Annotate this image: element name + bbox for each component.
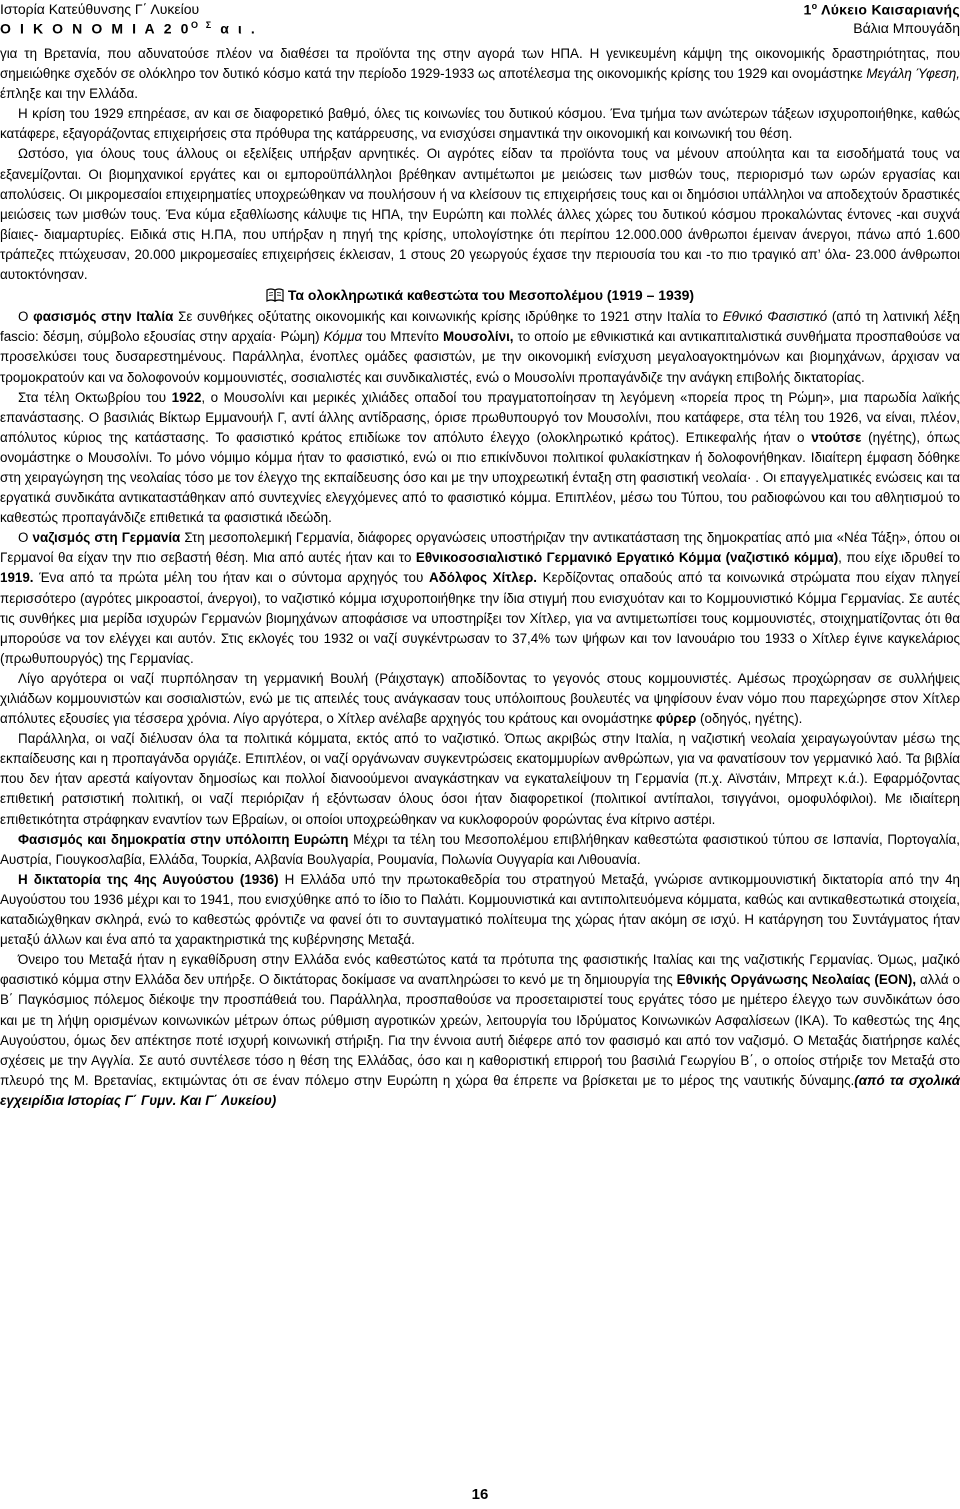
header-row-1 bbox=[0, 1, 960, 21]
paragraph-metaxas-dictatorship: Η δικτατορία της 4ης Αυγούστου (1936) Η Ελλάδα υπό την πρωτοκαθεδρία του στρατηγού Μεταξά, γνώρισε αντικομμουνιστική δικτατορία από την 4η Αυγούστου του 1936 μέχρι και το 1941, που ενισχύθηκε από το ίδιο το Παλάτι. Κομμουνιστικά και αντιπολιτευόμενα κόμματα, καθώς και αντικαθεστωτικά στοιχεία, καταδιώχθηκαν σκληρά, ενώ το καθεστώς φρόντιζε να φανεί ότι το συνταγματικό πολίτευμα της χώρας ήταν ακόμη σε ισχύ. Η κατάργηση του Συντάγματος ήταν μεταξύ άλλων και ένα από τα χαρακτηριστικά της κυβέρνησης Μεταξά. bbox=[0, 871, 960, 948]
school-name: $1^o$ Λύκειο Καισαριανής bbox=[803, 1, 960, 18]
paragraph-3: Ωστόσο, για όλους τους άλλους οι εξελίξεις υπήρξαν αρνητικές. Οι αγρότες είδαν τα προϊόντα τους να μένουν απούλητα και τα εισοδήματά τους να εξανεμίζονται. Οι βιομηχανικοί εργάτες και οι εμποροϋπάλληλοι βρέθηκαν αντιμέτωποι με μειώσεις των μισθών τους, περιορισμό των ωρών εργασίας και απολύσεις. Οι μικρομεσαίοι επιχειρηματίες υποχρεώθηκαν να πουλήσουν ή να κλείσουν τις επιχειρήσεις τους και οι δημόσιοι υπάλληλοι να αποδεχτούν δραστικές μειώσεις των μισθών τους. Ένα κύμα εξαθλίωσης κάλυψε τις ΗΠΑ, την Ευρώπη και πολλές άλλες χώρες του δυτικού κόσμου προκαλώντας έντονες -και συχνά βίαιες- διαμαρτυρίες. Ειδικά στις Η.ΠΑ, που υπήρξαν η πηγή της κρίσης, υπολογίστηκε ότι περίπου 12.000.000 άνθρωποι έμειναν άνεργοι, πάνω από 1.600 τράπεζες πτώχευσαν, 20.000 μικρομεσαίες επιχειρήσεις έκλεισαν, 1 στους 20 γεωργούς έχασε την περιουσία του και -το πιο τραγικό απ’ όλα- 23.000 άνθρωποι αυτοκτόνησαν. bbox=[0, 146, 960, 283]
page-body bbox=[0, 44, 960, 1111]
paragraph-2: Η κρίση του 1929 επηρέασε, αν και σε διαφορετικό βαθμό, όλες τις κοινωνίες του δυτικού κόσμου. Ένα τμήμα των ανώτερων τάξεων ισχυροποιήθηκε, καθώς κατάφερε, εξαγοράζοντας επιχειρήσεις στα πρόθυρα της κατάρρευσης, να ενισχύσει σημαντικά την οικονομική και κοινωνική του θέση. bbox=[0, 106, 960, 142]
paragraph-nazism-germany: Ο ναζισμός στη Γερμανία Στη μεσοπολεμική Γερμανία, διάφορες οργανώσεις υποστήριζαν την αντικατάσταση της δημοκρατίας από μια «Νέα Τάξη», όπου οι Γερμανοί θα είχαν την πιο σεβαστή θέση. Μια από αυτές ήταν και το Εθνικοσοσιαλιστικό Γερμανικό Εργατικό Κόμμα (ναζιστικό κόμμα), που είχε ιδρυθεί το 1919. Ένα από τα πρώτα μέλη του ήταν και ο σύντομα αρχηγός του Αδόλφος Χίτλερ. Κερδίζοντας οπαδούς από τα κοινωνικά στρώματα που είχαν πληγεί περισσότερο (αγρότες μικροαστοί, άνεργοι), το ναζιστικό κόμμα ισχυροποιήθηκε την ίδια στιγμή που ενισχυόταν και το Κομμουνιστικό Κόμμα Γερμανίας. Σε αυτές τις συνθήκες μια μερίδα ισχυρών Γερμανών βιομηχάνων αποφάσισε να υποστηρίξει τον Χίτλερ, για να αντιμετωπίσει τους κομμουνιστές, στοιχηματίζοντας ότι θα μπορούσε να τον ελέγχει και αυτόν. Στις εκλογές του 1932 οι ναζί συγκέντρωσαν το 37,4% των ψήφων και τον Ιανουάριο του 1933 ο Χίτλερ έγινε καγκελάριος (πρωθυπουργός) της Γερμανίας. bbox=[0, 530, 960, 666]
paragraph-nazi-policies: Παράλληλα, οι ναζί διέλυσαν όλα τα πολιτικά κόμματα, εκτός από το ναζιστικό. Όπως ακριβώς στην Ιταλία, η ναζιστική νεολαία χειραγωγούνταν μέσω της εκπαίδευσης και η προπαγάνδα οργιάζε. Επιπλέον, οι ναζί οργάνωναν συγκεντρώσεις εκατομμυρίων ανθρώπων, για να φανατίσουν τον γερμανικό λαό. Τα βιβλία που δεν ήταν αρεστά καίγονταν δημοσίως και πολλοί διανοούμενοι αναγκάστηκαν να εγκαταλείψουν τη Γερμανία (π.χ. Αϊνστάιν, Μπρεχτ κ.ά.). Εφαρμόζοντας επιθετική ρατσιστική πολιτική, οι ναζί περιόριζαν ή εξόντωσαν όλους όσοι ήταν διαφορετικοί (πολιτικοί αντίπαλοι, τσιγγάνοι, ομοφυλόφιλοι). Με ιδιαίτερη επιθετικότητα στράφηκαν εναντίον των Εβραίων, οι οποίοι υποχρεώθηκαν να κυκλοφορούν φορώντας ένα κίτρινο αστέρι. bbox=[0, 731, 960, 827]
paragraph-fascism-italy: Ο φασισμός στην Ιταλία Σε συνθήκες οξύτατης οικονομικής και κοινωνικής κρίσης ιδρύθηκε το 1921 στην Ιταλία το Εθνικό Φασιστικό (από τη λατινική λέξη fascio: δέσμη, σύμβολο εξουσίας στην αρχαία· Ρώμη) Κόμμα του Μπενίτο Μουσολίνι, το οποίο με εθνικιστικά και αντικαπιταλιστικά συνθήματα προσπαθούσε να προσελκύσει τους δυσαρεστημένους. Παράλληλα, ένοπλες ομάδες φασιστών, με την οικονομική ενίσχυση μεγαλοαγοκτημόνων και βιομηχάνων, άρχισαν να τρομοκρατούν και να δολοφονούν κομμουνιστές, σοσιαλιστές και συνδικαλιστές, ενώ ο Μουσολίνι προπαγάνδιζε την ανάγκη επιβολής δικτατορίας. bbox=[0, 309, 960, 385]
section-title: Τα ολοκληρωτικά καθεστώτα του Μεσοπολέμου (1919 – 1939) bbox=[0, 285, 960, 307]
paragraph-march-on-rome: Στα τέλη Οκτωβρίου του 1922, ο Μουσολίνι και μερικές χιλιάδες οπαδοί του πραγματοποίησαν τη λεγόμενη «πορεία προς τη Ρώμη», μια παρωδία λαϊκής επανάστασης. Ο βασιλιάς Βίκτωρ Εμμανουήλ Γ, αντί άλλης αντίδρασης, όρισε πρωθυπουργό τον Μουσολίνι, που κατάφερε, στα τέλη του 1926, να είναι, πλέον, απόλυτος κύριος της κατάστασης. Το φασιστικό κράτος επιδίωκε τον απόλυτο έλεγχο (ολοκληρωτικό κράτος). Επικεφαλής ήταν ο ντούτσε (ηγέτης), όπως ονομάστηκε ο Μουσολίνι. Το μόνο νόμιμο κόμμα ήταν το φασιστικό, ενώ οι πιο επικίνδυνοι πολιτικοί φυλακίστηκαν ή δολοφονήθηκαν. Ιδιαίτερη έμφαση δόθηκε στη χειραγώγηση της νεολαίας τόσο με τον έλεγχο της εκπαίδευσης όσο και με την υποχρεωτική ένταξη στη φασιστική νεολαία· . Οι επαγγελματικές ενώσεις και τα εργατικά συνδικάτα αντικαταστάθηκαν από συντεχνίες ελεγχόμενες από το φασιστικό κόμμα. Επιπλέον, μέσω του Τύπου, του ραδιοφώνου και του αθλητισμού το καθεστώς προπαγάνδιζε επιθετικά τα φασιστικά ιδεώδη. bbox=[0, 389, 960, 526]
page-number: 16 bbox=[471, 1486, 489, 1503]
header-row-2 bbox=[0, 20, 960, 40]
paragraph-reichstag: Λίγο αργότερα οι ναζί πυρπόλησαν τη γερμανική Βουλή (Ράιχσταγκ) αποδίδοντας το γεγονός στους κομμουνιστές. Αμέσως προχώρησαν σε συλλήψεις χιλιάδων κομμουνιστών και σοσιαλιστών, ενώ με τις απειλές τους ανάγκασαν τους υπόλοιπους βουλευτές να ψηφίσουν έναν νόμο που παρεχώρησε στον Χίτλερ απόλυτες εξουσίες για τέσσερα χρόνια. Λίγο αργότερα, ο Χίτλερ ανέλαβε αρχηγός του κράτους και ονομάστηκε φύρερ (οδηγός, ηγέτης). bbox=[0, 670, 960, 727]
paragraph-rest-of-europe: Φασισμός και δημοκρατία στην υπόλοιπη Ευρώπη Μέχρι τα τέλη του Μεσοπολέμου επιβλήθηκαν καθεστώτα φασιστικού τύπου σε Ισπανία, Πορτογαλία, Αυστρία, Γιουγκοσλαβία, Ελλάδα, Τουρκία, Αλβανία Βουλγαρία, Ρουμανία, Πολωνία Ουγγαρία και Λιθουανία. bbox=[0, 831, 960, 867]
paragraph-metaxas-dream: Όνειρο του Μεταξά ήταν η εγκαθίδρυση στην Ελλάδα ενός καθεστώτος κατά τα πρότυπα της φασιστικής Ιταλίας και της ναζιστικής Γερμανίας. Όμως, μαζικό φασιστικό κόμμα στην Ελλάδα δεν υπήρξε. Ο δικτάτορας δοκίμασε να αναπληρώσει το κενό με τη δημιουργία της Εθνικής Οργάνωσης Νεολαίας (ΕΟΝ), αλλά ο Β΄ Παγκόσμιος πόλεμος διέκοψε την προσπάθειά του. Παράλληλα, προσπαθούσε να προσεταιριστεί τους εργάτες τόσο με ημέτερο έλεγχο των συνδικάτων όσο και με τη λήψη ορισμένων κοινωνικών μέτρων όπως ρύθμιση αγροτικών χρεών, λειτουργία του Ιδρύματος Κοινωνικών Ασφαλίσεων (ΙΚΑ). Το καθεστώς της 4ης Αυγούστου, όμως δεν απέκτησε ποτέ ισχυρή κοινωνική στήριξη. Για την έννοια αυτή διέφερε από τον φασισμό και από τον ναζισμό. Ο Μεταξάς διατήρησε καλές σχέσεις με την Αγγλία. Σε αυτό συντέλεσε τόσο η θέση της Ελλάδας, όσο και η καθοριστική επιρροή του βασιλιά Γεωργίου Β΄, ο οποίος στήριξε τον Μεταξά στο πλευρό της Μ. Βρετανίας, εκτιμώντας ότι σε έναν πόλεμο στην Ευρώπη η χώρα θα έπρεπε να βρίσκεται με το μέρος της ναυτικής δύναμης.(από τα σχολικά εγχειρίδια Ιστορίας Γ΄ Γυμν. Και Γ΄ Λυκείου) bbox=[0, 952, 960, 1108]
author-name: Βάλια Μπουγάδη bbox=[853, 20, 960, 36]
paragraph-1: για τη Βρετανία, που αδυνατούσε πλέον να διαθέσει τα προϊόντα της στην αγορά των ΗΠΑ. Η γενικευμένη κάμψη της οικονομικής δραστηριότητας, που σημειώθηκε σχεδόν σε ολόκληρο τον δυτικό κόσμο κατά την περίοδο 1929-1933 ως αποτέλεσμα της οικονομικής κρίσης του 1929 και ονομάστηκε Μεγάλη Ύφεση, έπληξε και την Ελλάδα. bbox=[0, 46, 960, 102]
book-icon bbox=[266, 287, 284, 307]
chapter-title: Ο Ι Κ Ο Ν Ο Μ Ι Α 2 $0^{O \Sigma}$ α ι . bbox=[0, 20, 258, 37]
course-title: Ιστορία Κατεύθυνσης Γ΄ Λυκείου bbox=[0, 1, 200, 17]
